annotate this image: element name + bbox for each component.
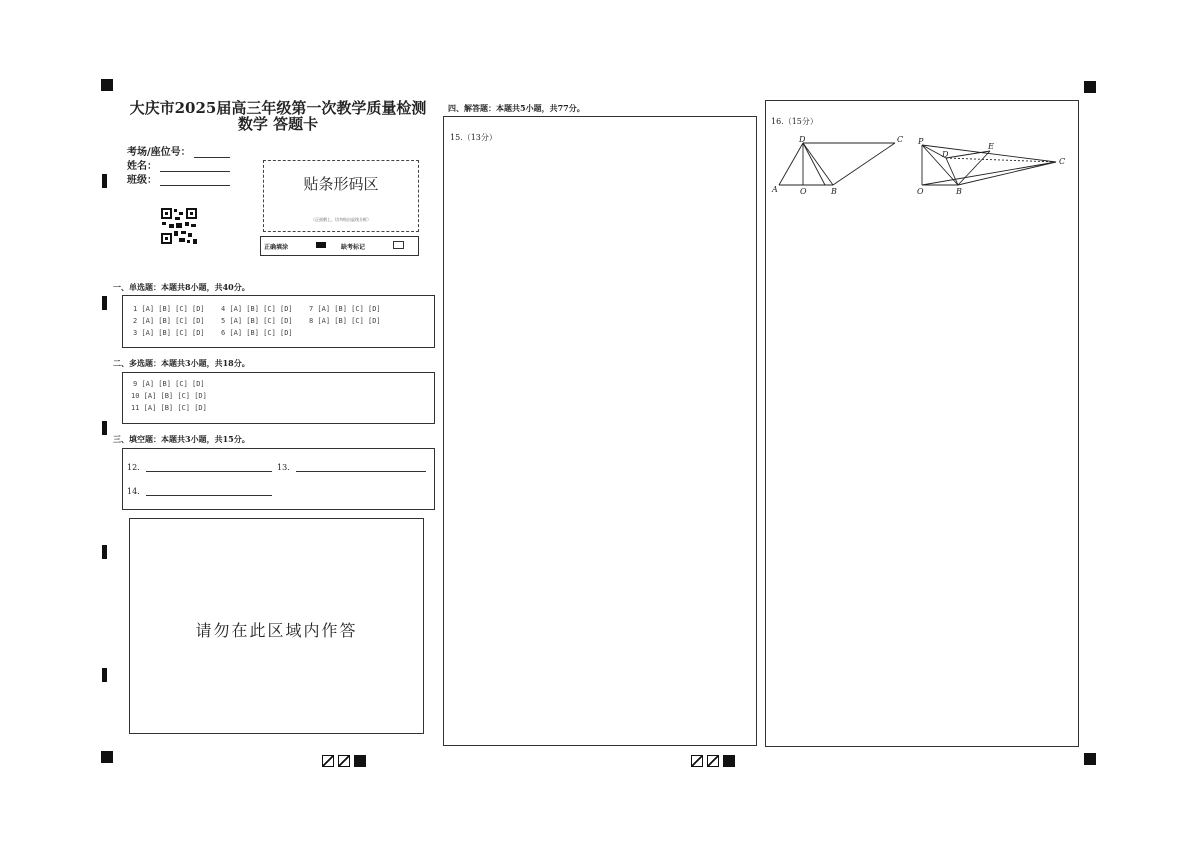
registration-mark-top-left: [101, 79, 113, 91]
registration-mark-top-right: [1084, 81, 1096, 93]
registration-mark-bottom-left: [101, 751, 113, 763]
barcode-hint: （正面朝上，切勿贴出虚线方框）: [311, 217, 371, 222]
q15-label: 15.（13分）: [450, 133, 497, 142]
section2-heading: 二、多选题：本题共3小题，共18分。: [113, 358, 250, 368]
qr-code-icon: [160, 207, 198, 245]
correct-fill-label: 正确填涂: [264, 244, 289, 251]
seat-label: 考场/座位号：: [127, 147, 191, 158]
class-field[interactable]: [127, 171, 230, 186]
no-answer-zone: [129, 518, 424, 734]
timing-mark: [102, 421, 107, 435]
correct-fill-sample: [316, 242, 326, 248]
page-marker-middle: [691, 755, 735, 767]
section1-heading: 一、单选题：本题共8小题，共40分。: [113, 282, 250, 292]
fig1-label-o: O: [800, 187, 807, 196]
fill-blank-q12[interactable]: [127, 463, 272, 472]
section3-box: [122, 448, 435, 510]
answer-box-q15[interactable]: [443, 116, 757, 746]
fig1-label-b: B: [831, 187, 837, 196]
choice-row-q7[interactable]: 7 [A] [B] [C] [D]: [309, 305, 381, 313]
fig1-label-d: D: [799, 136, 806, 144]
fig1-label-c: C: [897, 136, 904, 144]
choice-row-q10[interactable]: 10 [A] [B] [C] [D]: [131, 392, 207, 400]
registration-mark-bottom-right: [1084, 753, 1096, 765]
timing-mark: [102, 668, 107, 682]
timing-mark: [102, 296, 107, 310]
page-marker-left: [322, 755, 366, 767]
hatch-marker: [338, 755, 350, 767]
hatch-marker: [322, 755, 334, 767]
q14-label: 14.: [127, 487, 140, 496]
hatch-marker: [691, 755, 703, 767]
class-line[interactable]: [160, 175, 230, 186]
choice-row-q5[interactable]: 5 [A] [B] [C] [D]: [221, 317, 293, 325]
q13-answer-line[interactable]: [296, 463, 426, 472]
choice-row-q3[interactable]: 3 [A] [B] [C] [D]: [133, 329, 205, 337]
solid-marker: [723, 755, 735, 767]
q16-label: 16.（15分）: [771, 117, 818, 126]
seat-field[interactable]: [127, 143, 230, 158]
section4-heading: 四、解答题：本题共5小题，共77分。: [448, 103, 585, 113]
fig2-label-o: O: [917, 187, 924, 196]
answer-box-q16[interactable]: [765, 100, 1079, 747]
fill-blank-q13[interactable]: [277, 463, 426, 472]
choice-row-q11[interactable]: 11 [A] [B] [C] [D]: [131, 404, 207, 412]
fig2-label-d: D: [942, 150, 949, 159]
q13-label: 13.: [277, 463, 290, 472]
title-line-1: 大庆市2025届高三年级第一次教学质量检测: [129, 99, 427, 117]
timing-mark: [102, 174, 107, 188]
name-label: 姓名：: [127, 161, 157, 172]
q14-answer-line[interactable]: [146, 487, 272, 496]
fill-legend: [260, 236, 419, 256]
barcode-area: [263, 160, 419, 232]
absent-checkbox[interactable]: [393, 241, 404, 249]
choice-row-q6[interactable]: 6 [A] [B] [C] [D]: [221, 329, 293, 337]
timing-mark: [102, 545, 107, 559]
absent-label: 缺考标记: [341, 244, 366, 251]
fig2-label-p: P: [918, 137, 924, 146]
fill-blank-q14[interactable]: [127, 487, 272, 496]
choice-row-q1[interactable]: 1 [A] [B] [C] [D]: [133, 305, 205, 313]
barcode-title: 贴条形码区: [303, 175, 379, 193]
title-line-2: 数学 答题卡: [237, 115, 319, 133]
q12-label: 12.: [127, 463, 140, 472]
q12-answer-line[interactable]: [146, 463, 272, 472]
fig2-label-c: C: [1059, 157, 1066, 166]
geometry-figure-1: [771, 136, 911, 196]
geometry-figure-2: [914, 136, 1072, 198]
choice-row-q2[interactable]: 2 [A] [B] [C] [D]: [133, 317, 205, 325]
no-answer-text: 请勿在此区域内作答: [195, 621, 358, 640]
choice-row-q8[interactable]: 8 [A] [B] [C] [D]: [309, 317, 381, 325]
class-label: 班级：: [127, 175, 157, 186]
page-title: [108, 100, 448, 132]
choice-row-q9[interactable]: 9 [A] [B] [C] [D]: [133, 380, 205, 388]
section1-box: [122, 295, 435, 348]
fig2-label-b: B: [956, 187, 962, 196]
choice-row-q4[interactable]: 4 [A] [B] [C] [D]: [221, 305, 293, 313]
section2-box: [122, 372, 435, 424]
solid-marker: [354, 755, 366, 767]
name-field[interactable]: [127, 157, 230, 172]
fig1-label-a: A: [772, 185, 778, 194]
section3-heading: 三、填空题：本题共3小题，共15分。: [113, 434, 250, 444]
fig2-label-e: E: [988, 142, 994, 151]
hatch-marker: [707, 755, 719, 767]
